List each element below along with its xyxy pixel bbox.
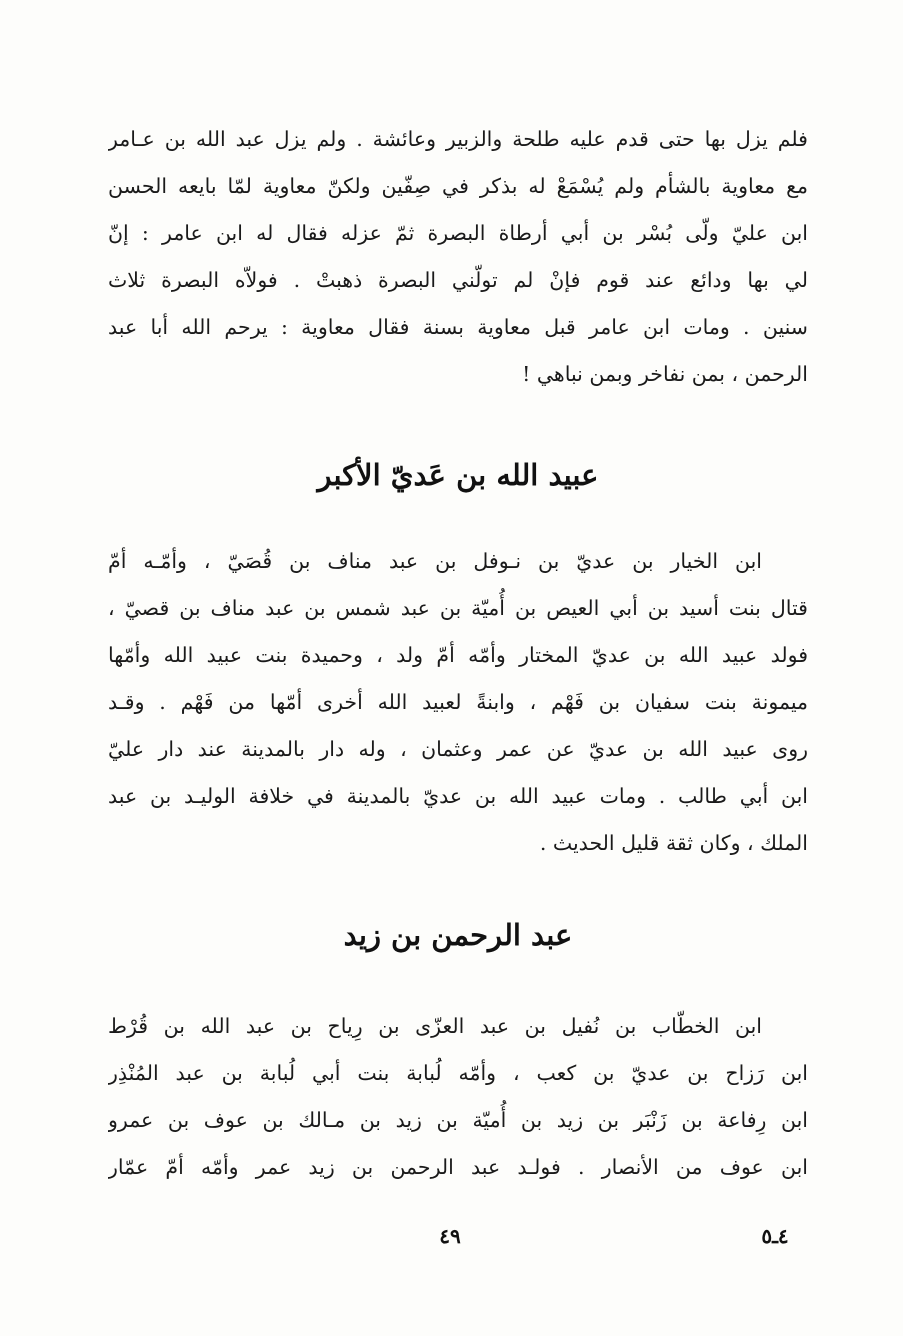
text-line: ابن رَزاح بن عديّ بن كعب ، وأمّه لُبابة بنت أبي لُبابة بن عبد المُنْذِر [108,1061,808,1085]
text-line: سنين . ومات ابن عامر قبل معاوية بسنة فقال معاوية : يرحم الله أبا عبد [108,315,808,339]
text-line: ابن عليّ ولّى بُسْر بن أبي أرطاة البصرة ثمّ عزله فقال له ابن عامر : إنّ [108,221,808,245]
text-line: فولد عبيد الله بن عديّ المختار وأمّه أمّ ولد ، وحميدة بنت عبيد الله وأمّها [108,643,808,667]
section-heading-ubaydullah: عبيد الله بن عَديّ الأكبر [317,458,599,492]
text-line: ابن عوف من الأنصار . فولـد عبد الرحمن بن زيد عمر وأمّه أمّ عمّار [108,1155,808,1179]
paragraph-ubaydullah [108,538,808,867]
text-line: قتال بنت أسيد بن أبي العيص بن أُميّة بن عبد شمس بن عبد مناف بن قصيّ ، [108,596,808,620]
text-line: ميمونة بنت سفيان بن فَهْم ، وابنةً لعبيد الله أخرى أمّها من فَهْم . وقـد [108,690,808,714]
text-line: ابن رِفاعة بن زَنْبَر بن زيد بن أُميّة بن زيد بن مـالك بن عوف بن عمرو [108,1108,808,1132]
page-number: ٤٩ [439,1224,461,1248]
section-heading-abdulrahman: عبد الرحمن بن زيد [343,918,573,952]
text-line: مع معاوية بالشأم ولم يُسْمَعْ له بذكر في صِفّين ولكنّ معاوية لمّا بايعه الحسن [108,174,808,198]
text-line: الرحمن ، بمن نفاخر وبمن نباهي ! [522,362,808,386]
text-line: ابن الخطّاب بن نُفيل بن عبد العزّى بن رِياح بن عبد الله بن قُرْط [108,1014,762,1038]
printer-signature: ٤ـ٥ [761,1224,789,1248]
text-line: فلم يزل بها حتى قدم عليه طلحة والزبير وعائشة . ولم يزل عبد الله بن عـامر [108,127,808,151]
paragraph-abdulrahman [108,1003,808,1191]
text-line: لي بها ودائع عند قوم فإنْ لم تولّني البصرة ذهبتْ . فولاّه البصرة ثلاث [108,268,808,292]
paragraph-ibn-amir [108,116,808,398]
text-line: الملك ، وكان ثقة قليل الحديث . [539,831,808,855]
text-line: ابن أبي طالب . ومات عبيد الله بن عديّ بالمدينة في خلافة الوليـد بن عبد [108,784,808,808]
text-line: ابن الخيار بن عديّ بن نـوفل بن عبد مناف بن قُصَيّ ، وأمّـه أمّ [108,549,762,573]
text-line: روى عبيد الله بن عديّ عن عمر وعثمان ، وله دار بالمدينة عند دار عليّ [108,737,808,761]
